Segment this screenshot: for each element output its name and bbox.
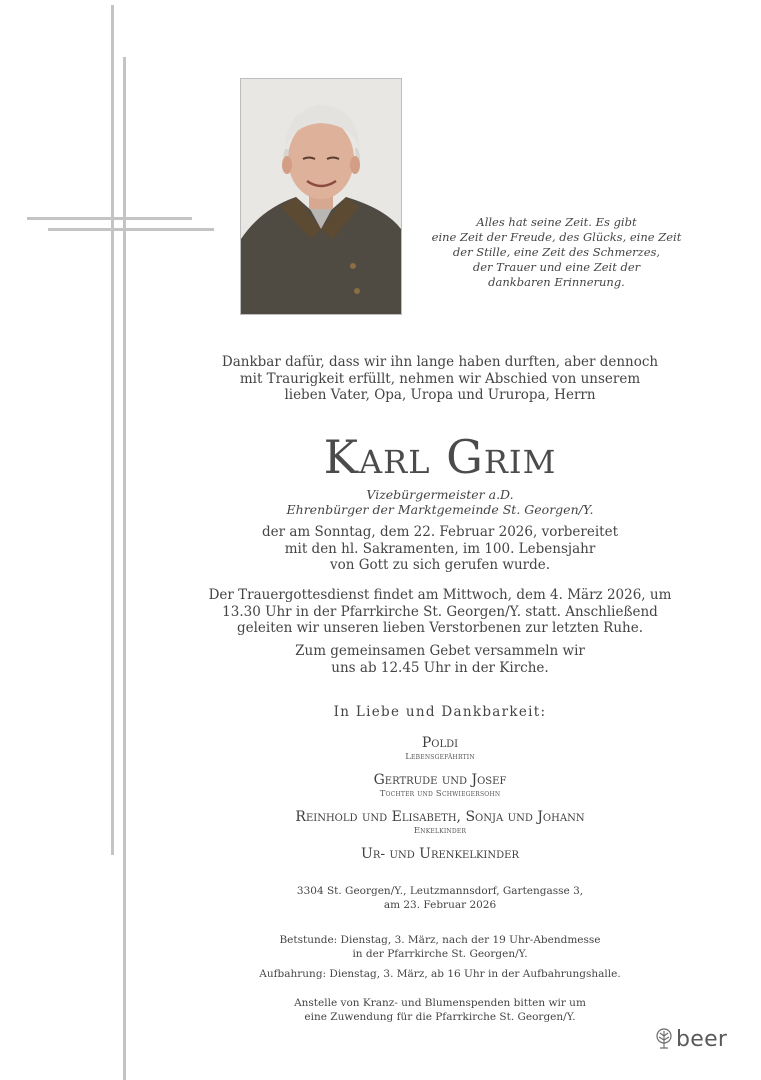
- service-line: geleiten wir unseren lieben Verstorbenen zur letzten Ruhe.: [236, 620, 644, 636]
- mourner-name: Poldi: [421, 735, 459, 751]
- mourners-heading: In Liebe und Dankbarkeit:: [333, 704, 547, 720]
- quote-line: dankbaren Erinnerung.: [488, 275, 625, 289]
- prayer-line: Zum gemeinsamen Gebet versammeln wir: [295, 643, 585, 659]
- donation-line: Anstelle von Kranz- und Blumenspenden bitten wir um: [294, 997, 586, 1009]
- mourner-name: Reinhold und Elisabeth, Sonja und Johann: [295, 809, 585, 825]
- tree-icon: [655, 1028, 673, 1050]
- intro-line: Dankbar dafür, dass wir ihn lange haben durften, aber dennoch: [221, 354, 659, 370]
- logo-text: beer: [676, 1026, 728, 1052]
- mourner-group: [200, 846, 680, 863]
- mourner-group: [200, 772, 680, 800]
- funeral-home-logo: [655, 1024, 727, 1054]
- cross-horizontal-lower: [48, 228, 214, 231]
- cross-horizontal-upper: [27, 217, 192, 220]
- donation-request: [200, 996, 680, 1024]
- mourner-role: Tochter und Schwiegersohn: [379, 789, 501, 799]
- intro-line: lieben Vater, Opa, Uropa und Ururopa, Herrn: [284, 387, 596, 403]
- address-line: am 23. Februar 2026: [383, 899, 497, 911]
- quote: [430, 215, 683, 290]
- funeral-service: [200, 587, 680, 637]
- death-line: mit den hl. Sakramenten, im 100. Lebensjahr: [284, 540, 596, 557]
- quote-line: eine Zeit der Freude, des Glücks, eine Zeit: [431, 230, 682, 244]
- cross-vertical-long: [123, 57, 126, 1080]
- death-line: von Gott zu sich gerufen wurde.: [329, 557, 551, 573]
- title-line: Vizebürgermeister a.D.: [366, 487, 514, 502]
- prayer-line: uns ab 12.45 Uhr in der Kirche.: [331, 659, 549, 676]
- death-notice: [200, 524, 680, 574]
- quote-line: der Trauer und eine Zeit der: [472, 260, 641, 274]
- service-line: Der Trauergottesdienst findet am Mittwoch, dem 4. März 2026, um: [208, 587, 672, 603]
- intro-text: [200, 354, 680, 404]
- prayer-gathering: [200, 643, 680, 676]
- cross-vertical-short: [111, 5, 114, 855]
- mourner-name: Ur- und Urenkelkinder: [361, 846, 519, 862]
- death-line: der am Sonntag, dem 22. Februar 2026, vorbereitet: [261, 524, 619, 540]
- mourner-group: [200, 809, 680, 837]
- quote-line: Alles hat seine Zeit. Es gibt: [476, 215, 637, 229]
- address-line: 3304 St. Georgen/Y., Leutzmannsdorf, Gartengasse 3,: [296, 885, 584, 897]
- mourner-role: Enkelkinder: [413, 826, 467, 836]
- portrait-photo: [240, 78, 402, 315]
- deceased-name: Karl Grim: [323, 430, 557, 484]
- mourner-role: Lebensgefährtin: [405, 752, 475, 762]
- donation-line: eine Zuwendung für die Pfarrkirche St. Georgen/Y.: [304, 1011, 576, 1023]
- intro-line: mit Traurigkeit erfüllt, nehmen wir Abschied von unserem: [239, 370, 641, 387]
- address: [200, 884, 680, 912]
- prayer-service-line: Betstunde: Dienstag, 3. März, nach der 19 Uhr-Abendmesse: [279, 934, 601, 946]
- mourner-name: Gertrude und Josef: [373, 772, 507, 788]
- service-line: 13.30 Uhr in der Pfarrkirche St. Georgen/Y. statt. Anschließend: [222, 603, 658, 620]
- deceased-titles: [200, 487, 680, 517]
- prayer-service: [200, 933, 680, 961]
- viewing: Aufbahrung: Dienstag, 3. März, ab 16 Uhr in der Aufbahrungshalle.: [259, 968, 621, 980]
- prayer-service-line: in der Pfarrkirche St. Georgen/Y.: [352, 948, 528, 960]
- quote-line: der Stille, eine Zeit des Schmerzes,: [452, 245, 661, 259]
- portrait-image: [241, 79, 401, 314]
- title-line: Ehrenbürger der Marktgemeinde St. Georgen/Y.: [286, 502, 594, 517]
- mourner-group: [200, 735, 680, 763]
